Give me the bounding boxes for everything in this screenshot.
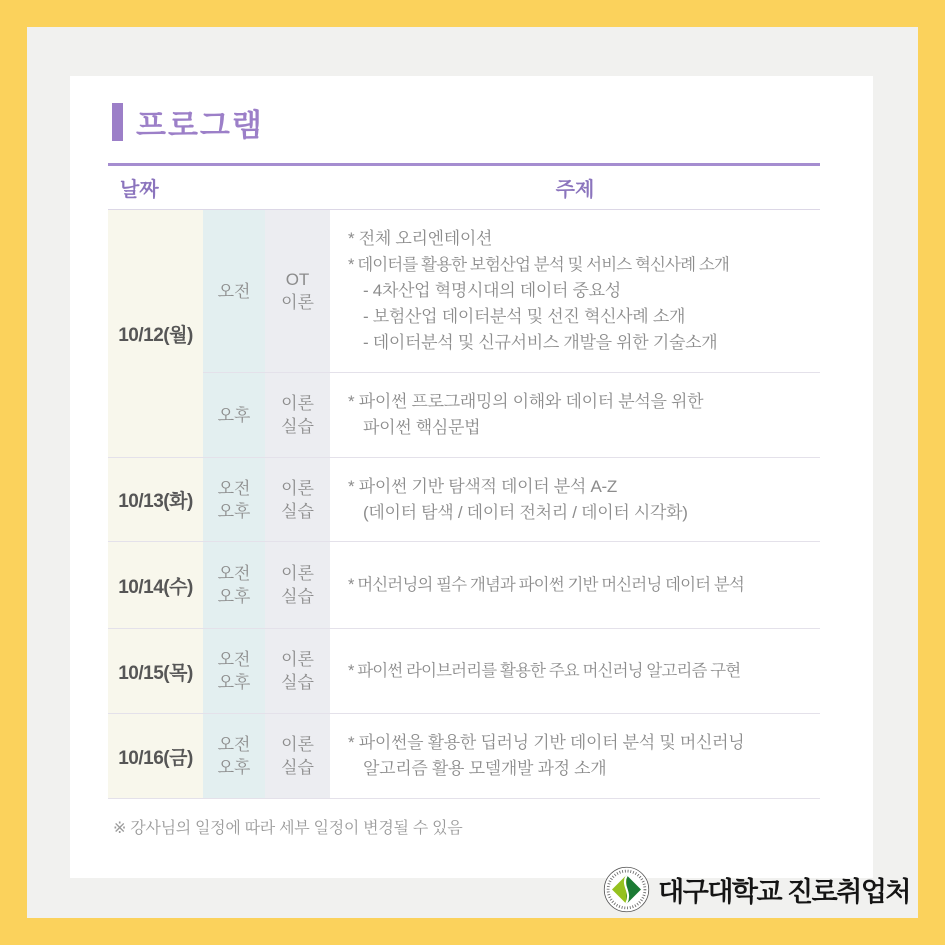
time-label: 오후 [217, 405, 251, 425]
content-line: - 데이터분석 및 신규서비스 개발을 위한 기술소개 [363, 333, 718, 352]
time-label: 오전 [217, 650, 251, 669]
type-cell [265, 629, 330, 713]
table-row [108, 458, 820, 542]
time-cell [203, 629, 265, 713]
type-label: 실습 [281, 587, 314, 606]
schedule-note: ※ 강사님의 일정에 따라 세부 일정이 변경될 수 있음 [113, 820, 463, 837]
time-label: 오후 [217, 587, 251, 606]
content-line: * 파이썬 프로그래밍의 이해와 데이터 분석을 위한 [348, 392, 704, 411]
column-header-topic: 주제 [555, 179, 595, 201]
type-label: 실습 [281, 758, 314, 777]
content-cell [330, 629, 820, 713]
type-label: 이론 [281, 650, 314, 669]
time-label: 오전 [217, 564, 251, 583]
date-cell: 10/15(목) [108, 629, 203, 713]
table-row [108, 542, 820, 629]
time-label: 오전 [217, 478, 251, 498]
time-label: 오후 [217, 758, 251, 777]
content-cell [330, 542, 820, 628]
type-label: 이론 [281, 735, 314, 754]
content-cell [330, 458, 820, 541]
session-group [203, 210, 820, 457]
content-line: * 전체 오리엔테이션 [348, 229, 493, 248]
page-title: 프로그램 [136, 107, 264, 143]
table-row [108, 714, 820, 799]
content-line: * 파이썬을 활용한 딥러닝 기반 데이터 분석 및 머신러닝 [348, 733, 745, 752]
page-title-block [112, 102, 820, 142]
date-cell: 10/14(수) [108, 542, 203, 628]
type-label: 실습 [281, 417, 314, 436]
content-cell [330, 714, 820, 798]
table-row [108, 629, 820, 714]
time-cell [203, 714, 265, 798]
type-label: 이론 [281, 394, 314, 413]
footer-logo [603, 866, 910, 913]
column-header-date: 날짜 [120, 179, 159, 201]
type-label: 실습 [281, 673, 314, 692]
date-cell: 10/16(금) [108, 714, 203, 798]
time-cell [203, 373, 265, 457]
type-label: OT [285, 270, 310, 289]
type-cell [265, 458, 330, 541]
type-cell [265, 210, 330, 372]
type-label: 이론 [281, 564, 314, 583]
date-cell: 10/12(월) [108, 210, 203, 457]
content-line: - 4차산업 혁명시대의 데이터 중요성 [363, 281, 621, 300]
program-card [70, 76, 873, 878]
content-line: * 데이터를 활용한 보험산업 분석 및 서비스 혁신사례 소개 [348, 256, 729, 274]
table-header-row [108, 163, 820, 210]
table-row [108, 210, 820, 458]
time-label: 오후 [217, 501, 251, 521]
time-label: 오전 [217, 735, 251, 754]
type-cell [265, 373, 330, 457]
time-label: 오후 [217, 673, 251, 692]
type-label: 실습 [281, 501, 314, 521]
title-accent-bar [112, 103, 123, 141]
content-line: 알고리즘 활용 모델개발 과정 소개 [363, 759, 607, 778]
content-line: 파이썬 핵심문법 [363, 418, 481, 437]
session-row [203, 372, 820, 457]
time-cell [203, 210, 265, 372]
time-cell [203, 542, 265, 628]
content-line: * 머신러닝의 필수 개념과 파이썬 기반 머신러닝 데이터 분석 [348, 576, 744, 594]
type-label: 이론 [281, 478, 314, 498]
content-line: (데이터 탐색 / 데이터 전처리 / 데이터 시각화) [363, 502, 688, 522]
university-seal-icon [603, 866, 650, 913]
content-line: * 파이썬 라이브러리를 활용한 주요 머신러닝 알고리즘 구현 [348, 662, 741, 680]
content-line: * 파이썬 기반 탐색적 데이터 분석 A-Z [348, 476, 617, 496]
type-cell [265, 542, 330, 628]
content-cell [330, 210, 820, 372]
type-label: 이론 [281, 293, 314, 312]
time-label: 오전 [217, 281, 251, 301]
session-row [203, 210, 820, 372]
university-logo-text: 대구대학교 진로취업처 [658, 877, 910, 907]
time-cell [203, 458, 265, 541]
schedule-table [108, 163, 820, 799]
content-line: - 보험산업 데이터분석 및 선진 혁신사례 소개 [363, 307, 686, 326]
date-cell: 10/13(화) [108, 458, 203, 541]
content-cell [330, 373, 820, 457]
type-cell [265, 714, 330, 798]
